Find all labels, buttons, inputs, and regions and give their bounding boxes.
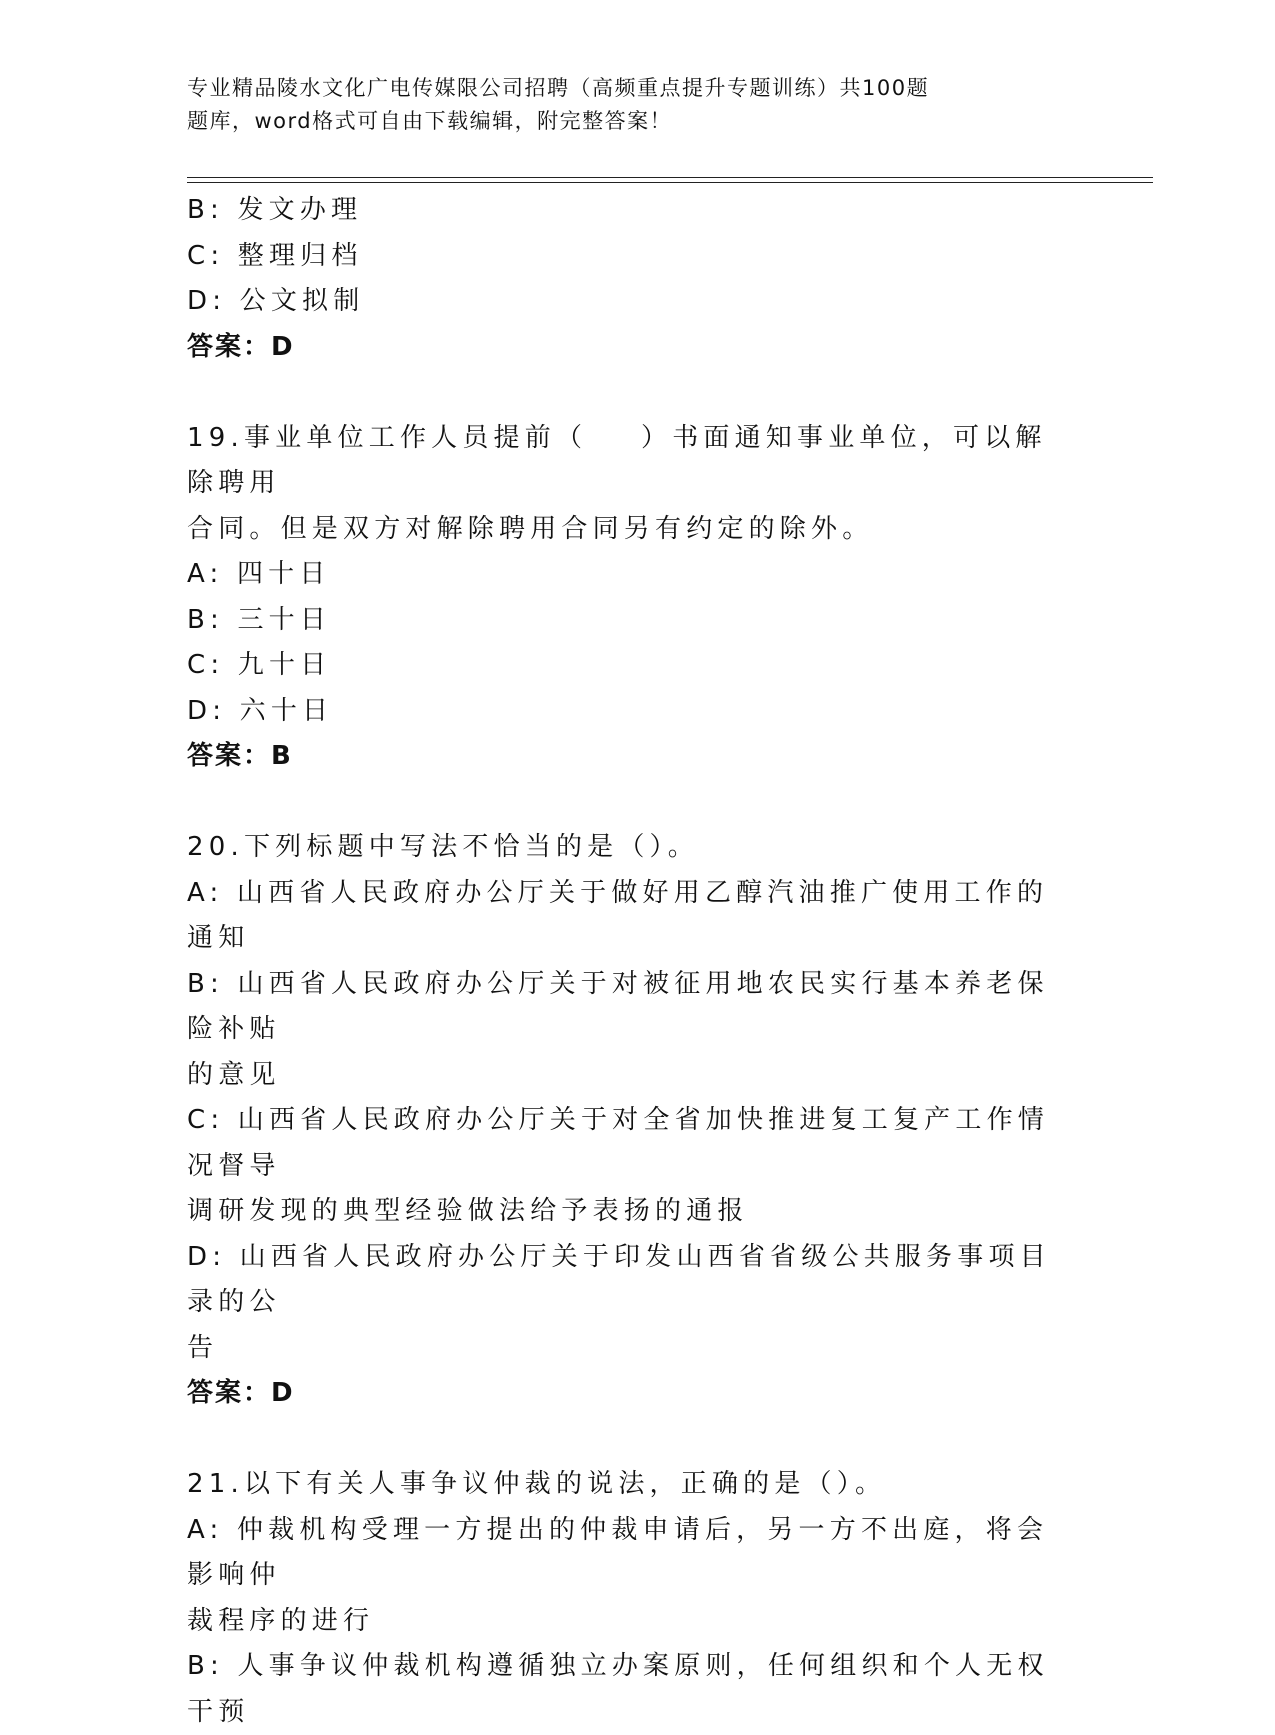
q19-option-a: A: 四十日 [187, 559, 331, 589]
q21-stem: 21.以下有关人事争议仲裁的说法，正确的是（）。 [187, 1469, 887, 1499]
header-divider-bottom [187, 182, 1153, 183]
q20-option-a: A: 山西省人民政府办公厅关于做好用乙醇汽油推广使用工作的通知 [187, 877, 1049, 953]
header-line-2: 题库，word格式可自由下载编辑，附完整答案！ [187, 109, 673, 133]
spacer [187, 370, 1067, 416]
question-18-tail [187, 188, 1067, 370]
q18-option-c: C: 整理归档 [187, 240, 363, 271]
q18-option-d: D: 公文拟制 [187, 286, 365, 316]
spacer [187, 1417, 1067, 1463]
q19-stem-line-1: 19.事业单位工作人员提前（ ）书面通知事业单位，可以解除聘用 [187, 422, 1047, 498]
question-content [187, 188, 1067, 1735]
q21-option-a-line-2: 裁程序的进行 [187, 1605, 375, 1636]
q20-option-c-line-1: C: 山西省人民政府办公厅关于对全省加快推进复工复产工作情况督导 [187, 1105, 1049, 1181]
q19-answer: 答案：B [187, 741, 293, 771]
header-divider-top [187, 177, 1153, 178]
q19-option-d: D: 六十日 [187, 695, 334, 726]
spacer [187, 780, 1067, 826]
q20-option-b-line-2: 的意见 [187, 1059, 281, 1090]
q19-option-c: C: 九十日 [187, 650, 332, 680]
q20-stem: 20.下列标题中写法不恰当的是（）。 [187, 832, 699, 862]
q20-answer: 答案：D [187, 1378, 295, 1408]
q19-stem-line-2: 合同。但是双方对解除聘用合同另有约定的除外。 [187, 513, 874, 544]
document-header [187, 72, 1027, 138]
q19-option-b: B: 三十日 [187, 604, 332, 635]
q21-option-b: B: 人事争议仲裁机构遵循独立办案原则，任何组织和个人无权干预 [187, 1651, 1049, 1727]
q20-option-d-line-1: D: 山西省人民政府办公厅关于印发山西省省级公共服务事项目录的公 [187, 1241, 1051, 1317]
q20-option-d-line-2: 告 [187, 1332, 219, 1363]
q20-option-c-line-2: 调研发现的典型经验做法给予表扬的通报 [187, 1196, 749, 1226]
q18-option-b: B: 发文办理 [187, 195, 363, 225]
question-21 [187, 1462, 1067, 1735]
q20-option-b-line-1: B: 山西省人民政府办公厅关于对被征用地农民实行基本养老保险补贴 [187, 968, 1049, 1044]
question-20 [187, 825, 1067, 1417]
header-line-1: 专业精品陵水文化广电传媒限公司招聘（高频重点提升专题训练）共100题 [187, 76, 930, 100]
question-19 [187, 416, 1067, 780]
q21-option-a-line-1: A: 仲裁机构受理一方提出的仲裁申请后，另一方不出庭，将会影响仲 [187, 1514, 1049, 1590]
q18-answer: 答案：D [187, 331, 295, 362]
